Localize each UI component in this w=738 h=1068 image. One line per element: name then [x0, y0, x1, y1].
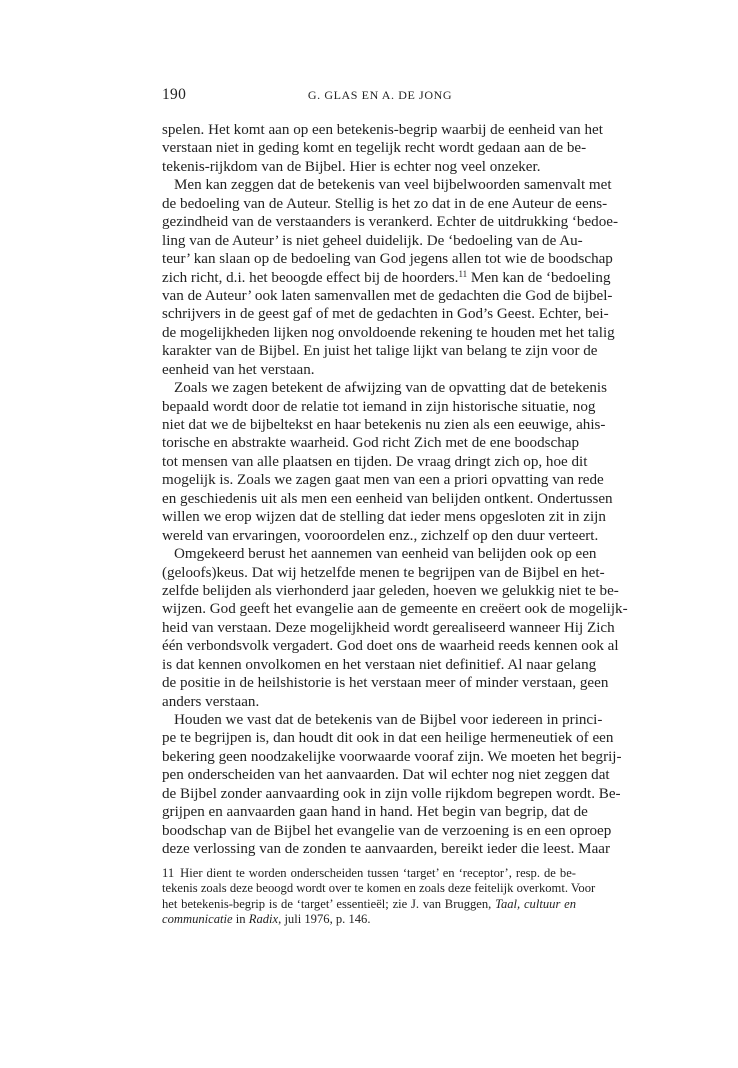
text-line: Omgekeerd berust het aannemen van eenheid van belijden ook op een	[174, 546, 597, 563]
footnotes	[162, 866, 596, 927]
text-line: zich richt, d.i. het beoogde effect bij de hoorders.$^{11}$ Men kan de ‘bedoeling	[162, 268, 611, 286]
text-line: wijzen. God geeft het evangelie aan de gemeente en creëert ook de mogelijk-	[162, 601, 628, 618]
footnote-number: 11	[162, 866, 175, 880]
text-line: de Bijbel zonder aanvaarding ook in zijn volle rijkdom begrepen wordt. Be-	[162, 785, 621, 802]
text-line: schrijvers in de geest gaf of met de gedachten in God’s Geest. Echter, bei-	[162, 306, 609, 323]
text-line: anders verstaan.	[162, 693, 260, 710]
text-line: ling van de Auteur’ is niet geheel duidelijk. De ‘bedoeling van de Au-	[162, 232, 583, 249]
text-line: (geloofs)keus. Dat wij hetzelfde menen te begrijpen van de Bijbel en het-	[162, 564, 605, 581]
text-line: gezindheid van de verstaanders is verankerd. Echter de uitdrukking ‘bedoe-	[162, 214, 618, 231]
text-line: grijpen en aanvaarden gaan hand in hand. Het begin van begrip, dat de	[162, 804, 588, 821]
text-line: Men kan zeggen dat de betekenis van veel bijbelwoorden samenvalt met	[174, 177, 612, 194]
text-line: bekering geen noodzakelijke voorwaarde vooraf zijn. We moeten het begrij-	[162, 748, 622, 765]
text-line: de positie in de heilshistorie is het verstaan meer of minder verstaan, geen	[162, 675, 609, 692]
footnote-line: communicatie in Radix, juli 1976, p. 146.	[162, 912, 371, 927]
footnote-title: Taal, cultuur en	[495, 896, 577, 911]
text-line: deze verlossing van de zonden te aanvaarden, bereikt ieder die leest. Maar	[162, 841, 610, 858]
text-line: eenheid van het verstaan.	[162, 361, 315, 378]
text-line: tekenis-rijkdom van de Bijbel. Hier is echter nog veel onzeker.	[162, 158, 541, 175]
text-line: tot mensen van alle plaatsen en tijden. De vraag dringt zich op, hoe dit	[162, 453, 588, 470]
text-line: torische en abstrakte waarheid. God richt Zich met de ene boodschap	[162, 435, 580, 452]
text-line: spelen. Het komt aan op een betekenis-begrip waarbij de eenheid van het	[162, 122, 603, 138]
text-line: karakter van de Bijbel. En juist het talige lijkt van belang te zijn voor de	[162, 343, 598, 360]
page-header	[162, 86, 576, 106]
running-head: G. GLAS EN A. DE JONG	[307, 88, 453, 102]
text-line: boodschap van de Bijbel het evangelie van de verzoening is en een oproep	[162, 822, 612, 839]
text-line: heid van verstaan. Deze mogelijkheid wordt gerealiseerd wanneer Hij Zich	[162, 619, 615, 636]
text-line: zelfde belijden als vierhonderd jaar geleden, hoeven we gelukkig niet te be-	[162, 582, 619, 599]
text-line: wereld van ervaringen, vooroordelen enz., zichzelf op den duur verteert.	[162, 527, 599, 544]
text-line: bepaald wordt door de relatie tot iemand in zijn historische situatie, nog	[162, 398, 596, 415]
text-line: verstaan niet in geding komt en tegelijk recht wordt gedaan aan de be-	[162, 140, 587, 157]
footnote-line: tekenis zoals deze beoogd wordt over te komen en zoals deze feitelijk overkomt. Voor	[162, 881, 596, 896]
page-number: 190	[162, 86, 187, 103]
text-line: niet dat we de bijbeltekst en haar betekenis nu zien als een eeuwige, ahis-	[162, 417, 606, 433]
text-line: en geschiedenis uit als men een eenheid van belijden ontkent. Ondertussen	[162, 490, 613, 507]
text-line: is dat kennen onvolkomen en het verstaan niet definitief. Al naar gelang	[162, 656, 597, 673]
text-line: pe te begrijpen is, dan houdt dit ook in dat een heilige hermeneutiek of een	[162, 730, 614, 747]
text-line: willen we erop wijzen dat de stelling dat ieder mens opgesloten zit in zijn	[162, 509, 606, 526]
footnote-journal: Radix	[248, 912, 279, 927]
text-line: van de Auteur’ ook laten samenvallen met de gedachten die God de bijbel-	[162, 287, 613, 304]
text-line: de bedoeling van de Auteur. Stellig is het zo dat in de ene Auteur de eens-	[162, 195, 608, 212]
footnote-line: 11 Hier dient te worden onderscheiden tussen ‘target’ en ‘receptor’, resp. de be-	[162, 866, 576, 880]
body-text	[162, 121, 628, 859]
footnote-title-cont: communicatie	[162, 912, 233, 927]
text-line: Houden we vast dat de betekenis van de Bijbel voor iedereen in princi-	[174, 712, 603, 728]
footnote-line: het betekenis-begrip is de ‘target’ essentieël; zie J. van Bruggen, Taal, cultuur en	[162, 896, 577, 911]
text-line: één verbondsvolk vergadert. God doet ons de waarheid reeds kennen ook al	[162, 638, 619, 655]
footnote-ref[interactable]: 11	[458, 268, 468, 279]
text-line: de mogelijkheden lijken nog onvoldoende rekening te houden met het talig	[162, 324, 615, 341]
text-line: pen onderscheiden van het aanvaarden. Dat wil echter nog niet zeggen dat	[162, 767, 610, 784]
text-line: mogelijk is. Zoals we zagen gaat men van een a priori opvatting van rede	[162, 472, 604, 489]
text-line: teur’ kan slaan op de bedoeling van God jegens allen tot wie de boodschap	[162, 251, 613, 268]
text-line: Zoals we zagen betekent de afwijzing van de opvatting dat de betekenis	[174, 380, 607, 397]
